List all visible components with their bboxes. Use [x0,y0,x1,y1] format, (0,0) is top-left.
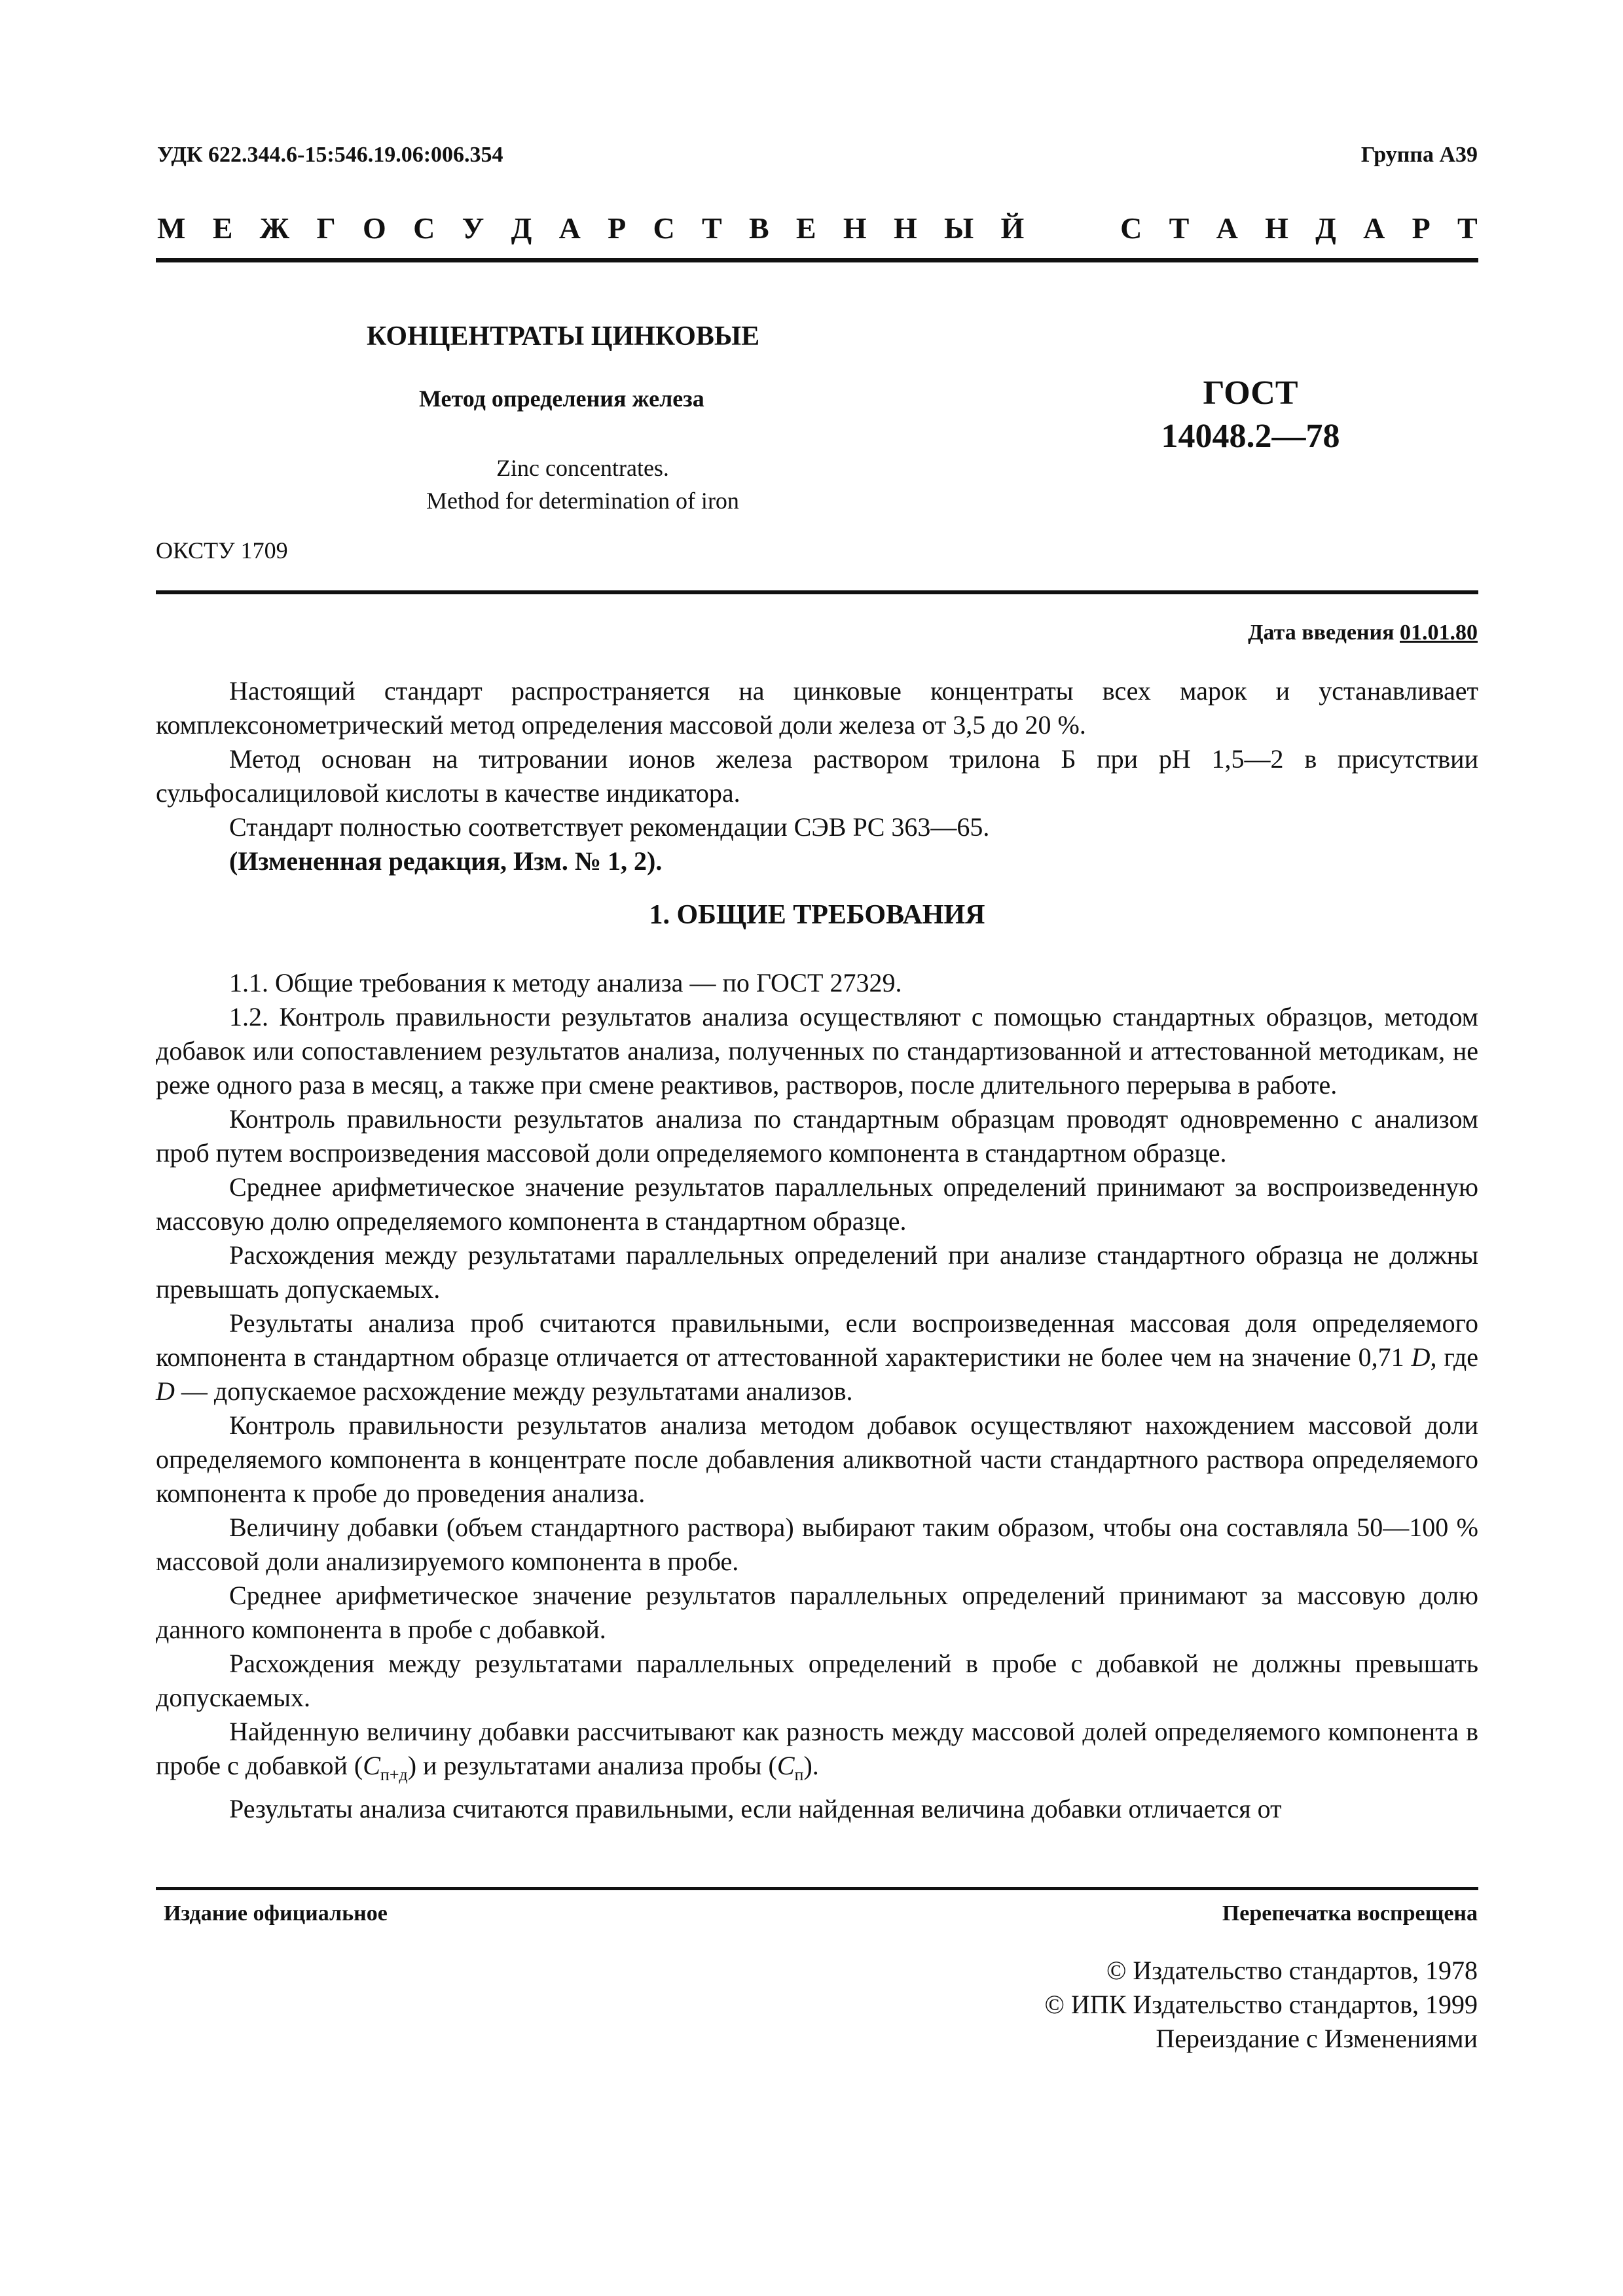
banner-letter: Т [1457,211,1478,245]
banner-letter: Н [893,211,917,245]
header-rule [156,258,1478,262]
banner-letter: У [462,211,484,245]
variable-d: D [156,1376,175,1406]
section-paragraph: Контроль правильности результатов анализа методом добавок осуществляют нахождением массовой доли определяемого компонента в концентрате после добавления аликвотной части стандартного раствора определяемого компонента к пробе до проведения анализа. [156,1410,1478,1508]
title-rule [156,590,1478,594]
footer-rule [156,1887,1478,1890]
text-run: ). [803,1751,819,1780]
section-paragraph: Расхождения между результатами параллельных определений при анализе стандартного образца не должны превышать допускаемых. [156,1240,1478,1304]
text-run: ) и результатами анализа пробы ( [407,1751,777,1780]
document-title: КОНЦЕНТРАТЫ ЦИНКОВЫЕ [367,321,760,351]
intro-paragraph: Метод основан на титровании ионов железа раствором трилона Б при рН 1,5—2 в присутствии сульфосалициловой кислоты в качестве индикатора. [156,744,1478,808]
banner-letter: Е [212,211,233,245]
banner-letter: Р [1412,211,1431,245]
section-paragraph: 1.2. Контроль правильности результатов анализа осуществляют с помощью стандартных образцов, методом добавок или сопоставлением результатов анализа, полученных по стандартизованной и аттестованной методикам, не реже одного раза в месяц, а также при смене реактивов, растворов, после длительного перерыва в работе. [156,1002,1478,1100]
group-code: Группа А39 [1360,143,1478,167]
introduction-date-value: 01.01.80 [1400,620,1478,645]
section-paragraph: Среднее арифметическое значение результатов параллельных определений принимают за воспроизведенную массовую долю определяемого компонента в стандартном образце. [156,1172,1478,1236]
intro-paragraph: Настоящий стандарт распространяется на цинковые концентраты всех марок и устанавливает комплексонометрический метод определения массовой доли железа от 3,5 до 20 %. [156,676,1478,740]
banner-letter: Й [1000,211,1025,245]
banner-letter: С [653,211,675,245]
document-subtitle: Метод определения железа [419,386,704,412]
banner-letter: А [1363,211,1385,245]
banner-letter: Н [1265,211,1288,245]
gost-number: 14048.2—78 [1161,418,1340,455]
gost-label: ГОСТ [1203,374,1298,412]
banner-letter: Т [1169,211,1190,245]
reprint-prohibited: Перепечатка воспрещена [1222,1901,1478,1926]
copyright-block [1045,1954,1478,2056]
subscript: п [794,1765,804,1784]
banner-letter: Р [608,211,627,245]
text-run: — допускаемое расхождение между результатами анализов. [174,1376,853,1406]
section-paragraph: Контроль правильности результатов анализа по стандартным образцам проводят одновременно с анализом проб путем воспроизведения массовой доли определяемого компонента в стандартном образце. [156,1104,1478,1168]
text-run: , где [1430,1342,1479,1372]
section-1 [156,898,1478,1826]
banner-letter: М [157,211,186,245]
banner-letter: Г [316,211,336,245]
interstate-standard-banner [157,211,1478,245]
banner-letter: Т [701,211,722,245]
introduction-date [1248,620,1478,645]
variable-d: D [1411,1342,1431,1372]
banner-letter: Ы [944,211,974,245]
section-heading: 1. ОБЩИЕ ТРЕБОВАНИЯ [649,900,985,930]
copyright-line: © Издательство стандартов, 1978 [1106,1956,1478,1985]
gost-designation [1067,372,1434,458]
section-paragraph: Результаты анализа считаются правильными, если найденная величина добавки отличается от [229,1794,1282,1823]
intro-paragraph: Стандарт полностью соответствует рекомендации СЭВ PC 363—65. [229,812,990,842]
amendment-note: (Измененная редакция, Изм. № 1, 2). [229,846,663,876]
banner-letter: А [558,211,581,245]
section-paragraph [156,1715,1478,1792]
introduction-date-label: Дата введения [1248,620,1395,645]
banner-letter: С [413,211,435,245]
okstu-code: ОКСТУ 1709 [156,537,288,564]
intro-section [156,674,1478,878]
official-edition: Издание официальное [164,1901,388,1926]
english-title-line2: Method for determination of iron [426,488,739,514]
banner-letter: Н [843,211,867,245]
banner-letter [1085,211,1093,245]
banner-letter [1051,211,1059,245]
banner-letter: В [748,211,769,245]
section-paragraph: Среднее арифметическое значение результатов параллельных определений принимают за массовую долю данного компонента в пробе с добавкой. [156,1581,1478,1644]
banner-letter: О [363,211,386,245]
reissue-note: Переиздание с Изменениями [1156,2024,1478,2053]
banner-letter: А [1216,211,1238,245]
copyright-line: © ИПК Издательство стандартов, 1999 [1044,1990,1478,2019]
text-run: Найденную величину добавки рассчитывают как разность между массовой долей определяемого компонента в пробе с добавкой ( [156,1717,1478,1780]
subscript: п+д [380,1765,408,1784]
section-paragraph: Расхождения между результатами параллельных определений в пробе с добавкой не должны превышать допускаемых. [156,1649,1478,1712]
banner-letter: Е [795,211,816,245]
udk-code: УДК 622.344.6-15:546.19.06:006.354 [157,143,503,167]
english-title [367,452,799,517]
section-paragraph: Величину добавки (объем стандартного раствора) выбирают таким образом, чтобы она составляла 50—100 % массовой доли анализируемого компонента в пробе. [156,1513,1478,1576]
banner-letter: Д [511,211,532,245]
variable-c: C [363,1751,380,1780]
text-run: Результаты анализа проб считаются правильными, если воспроизведенная массовая доля определяемого компонента в стандартном образце отличается от аттестованной характеристики не более чем на значение 0,71 [156,1308,1478,1372]
banner-letter: Д [1315,211,1336,245]
section-paragraph: 1.1. Общие требования к методу анализа — по ГОСТ 27329. [229,968,902,997]
banner-letter: Ж [259,211,290,245]
variable-c: C [776,1751,795,1780]
english-title-line1: Zinc concentrates. [496,455,669,481]
banner-letter: С [1120,211,1142,245]
section-paragraph [156,1306,1478,1408]
